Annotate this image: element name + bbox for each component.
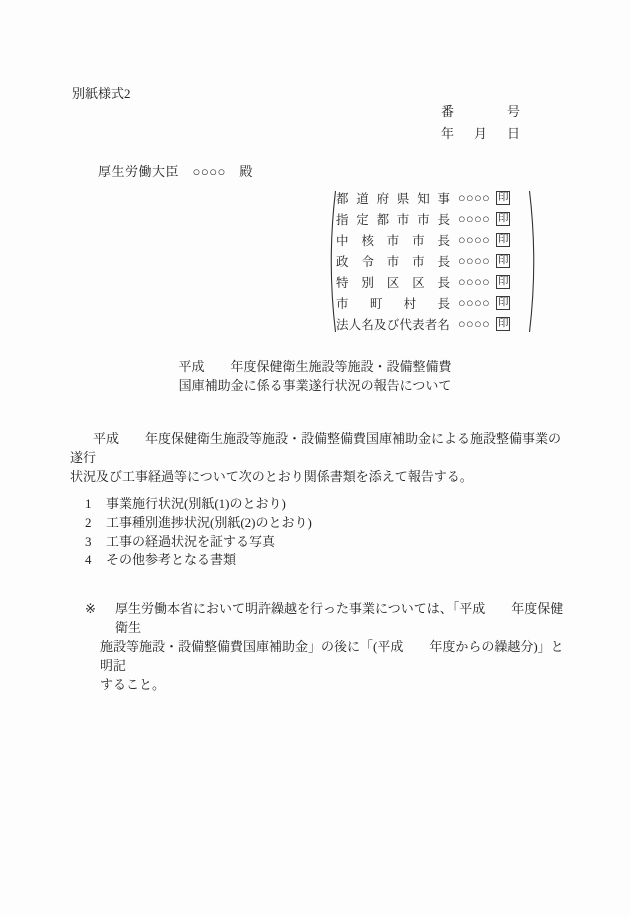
document-title-line1: 平成 年度保健衛生施設等施設・設備整備費 [178,359,452,374]
attachment-list [85,495,312,570]
list-item-number: 3 [85,533,92,549]
official-name-placeholder: ○○○○ [458,232,491,247]
signature-row [336,191,526,205]
list-item-text: 工事の経過状況を証する写真 [106,533,276,549]
number-suffix-label: 号 [506,104,520,119]
signature-row [336,254,526,268]
official-title: 特 別 区 区 長 [336,276,450,290]
signature-row [336,275,526,289]
seal-mark: 印 [496,317,510,331]
document-title [0,357,630,395]
official-title: 政 令 市 市 長 [336,255,450,269]
document-title-line2: 国庫補助金に係る事業遂行状況の報告について [178,378,452,393]
seal-mark: 印 [496,191,510,205]
footnote-line2: 施設等施設・設備整備費国庫補助金」の後に「(平成 年度からの繰越分)」と明記 [100,639,564,673]
list-item [85,514,312,533]
date-year-label: 年 [441,126,455,141]
document-number-block [441,101,520,145]
list-item-text: 工事種別進捗状況(別紙(2)のとおり) [106,514,312,530]
document-number-row [441,101,520,123]
list-item-number: 4 [85,552,92,568]
seal-mark: 印 [496,212,510,226]
seal-mark: 印 [496,233,510,247]
list-item [85,551,312,570]
signature-rows [336,191,526,331]
official-name-placeholder: ○○○○ [458,274,491,289]
seal-mark: 印 [496,296,510,310]
addressee-line: 厚生労働大臣 ○○○○ 殿 [98,164,253,179]
date-row [441,123,520,145]
list-item-number: 1 [85,496,92,511]
footnote-line3: すること。 [100,677,166,692]
official-title: 指 定 都 市 市 長 [336,213,450,227]
list-item-text: 事業施行状況(別紙(1)のとおり) [106,496,286,511]
list-item-number: 2 [85,514,92,530]
official-name-placeholder: ○○○○ [458,316,491,331]
footnote [85,599,565,694]
number-label: 番 [441,104,455,119]
official-title: 市 町 村 長 [336,297,450,311]
seal-mark: 印 [496,275,510,289]
body-paragraph [70,429,570,486]
official-name-placeholder: ○○○○ [458,211,491,226]
official-name-placeholder: ○○○○ [458,190,491,205]
signature-row [336,233,526,247]
official-name-placeholder: ○○○○ [458,253,491,268]
form-label: 別紙様式2 [72,86,131,101]
official-title: 法 人 名 及 び 代 表 者 名 [336,318,450,332]
signature-row [336,317,526,331]
body-line1: 平成 年度保健衛生施設等施設・設備整備費国庫補助金による施設整備事業の遂行 [70,431,562,465]
date-day-label: 日 [506,126,520,141]
footnote-line1 [85,599,565,637]
official-name-placeholder: ○○○○ [458,295,491,310]
list-item-text: その他参考となる書類 [106,552,237,568]
body-line2: 状況及び工事経過等について次のとおり関係書類を添えて報告する。 [70,469,473,484]
signature-block [326,189,539,334]
official-title: 都 道 府 県 知 事 [336,192,450,206]
footnote-text1: 厚生労働本省において明許繰越を行った事業については、「平成 年度保健衛生 [115,601,564,635]
right-parenthesis [528,189,539,334]
signature-row [336,212,526,226]
date-month-label: 月 [473,126,487,141]
seal-mark: 印 [496,254,510,268]
official-title: 中 核 市 市 長 [336,234,450,248]
list-item [85,495,312,514]
signature-row [336,296,526,310]
reference-mark: ※ [85,601,96,616]
list-item [85,533,312,552]
